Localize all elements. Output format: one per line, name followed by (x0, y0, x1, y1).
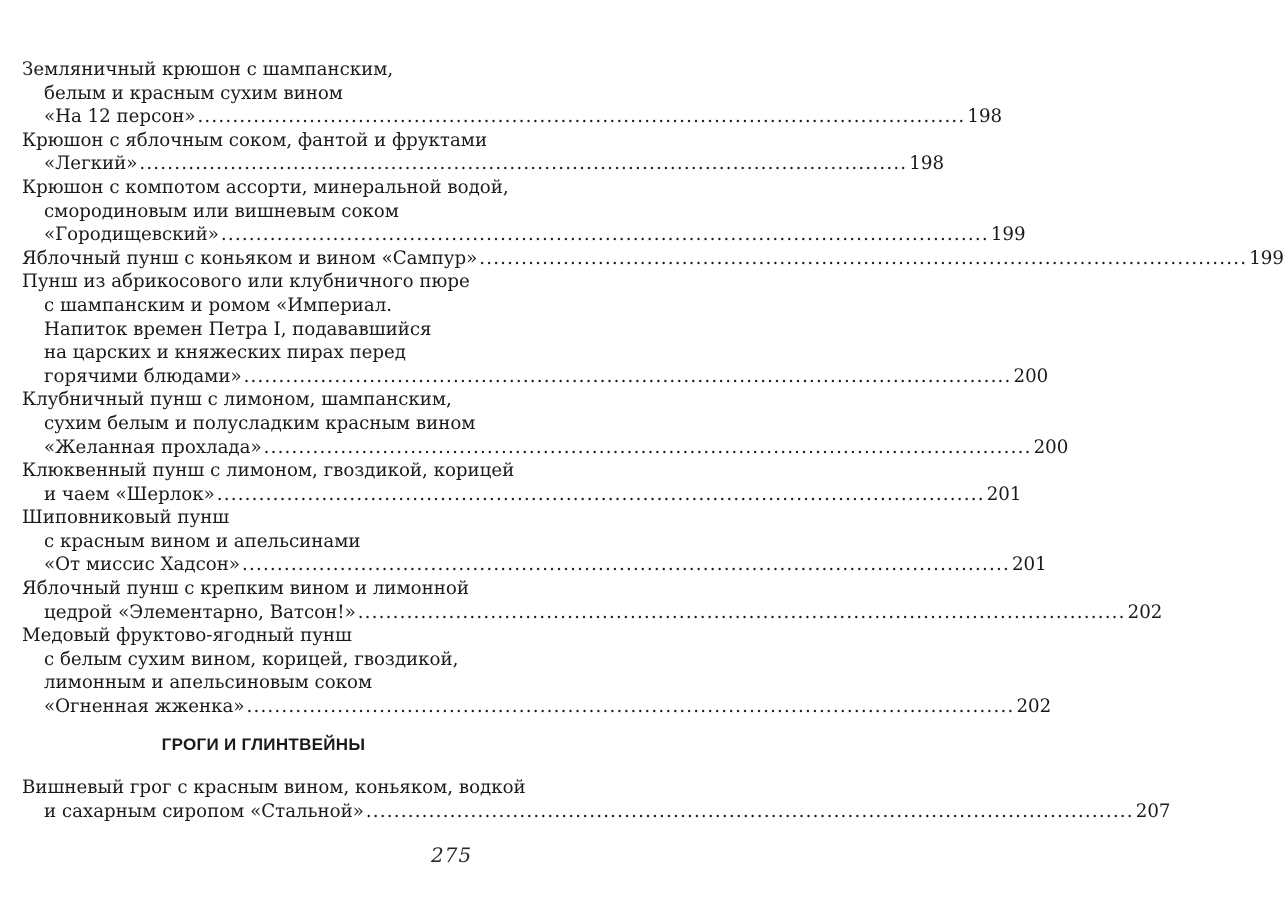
page-ref: 199 (990, 224, 1026, 246)
entry-title-end: «Городищевский» (44, 224, 219, 246)
entry-title-end: «На 12 персон» (44, 106, 196, 128)
entry-title-end: горячими блюдами» (44, 365, 242, 387)
entry-title-end: «Желанная прохлада» (44, 436, 262, 458)
dot-leader: .............................................................................................................. (216, 483, 985, 505)
entry-line: с шампанским и ромом «Империал. (44, 294, 393, 316)
page-ref: 201 (986, 483, 1022, 505)
entry-last-line (22, 247, 1284, 271)
entry-last-line (22, 223, 1026, 247)
dot-leader: .............................................................................................................. (242, 554, 1010, 576)
toc-entry (22, 270, 1049, 388)
dot-leader: .............................................................................................................. (357, 601, 1126, 623)
entry-line: белым и красным сухим вином (44, 82, 343, 104)
entry-title-end: Яблочный пунш с коньяком и вином «Сампур» (22, 247, 478, 269)
toc-entry (22, 129, 945, 176)
page-ref: 202 (1016, 696, 1052, 718)
page-number: 275 (431, 843, 473, 867)
section-heading: ГРОГИ И ГЛИНТВЕЙНЫ (161, 735, 366, 754)
entry-line: смородиновым или вишневым соком (44, 200, 399, 222)
dot-leader: .............................................................................................................. (263, 436, 1032, 458)
entry-line: лимонным и апельсиновым соком (44, 672, 373, 694)
page-ref: 200 (1033, 436, 1069, 458)
entry-line: Вишневый грог с красным вином, коньяком, водкой (22, 777, 526, 798)
toc-entries-section (22, 776, 1171, 823)
toc-entry (22, 459, 1022, 506)
entry-last-line (22, 483, 1022, 507)
toc-entry (22, 388, 1069, 459)
toc-entry (22, 176, 1026, 247)
page-ref: 198 (967, 106, 1003, 128)
dot-leader: .............................................................................................................. (246, 696, 1015, 718)
dot-leader: .............................................................................................................. (479, 247, 1248, 269)
entry-line: сухим белым и полусладким красным вином (44, 412, 476, 434)
toc-entry (22, 624, 1052, 718)
entry-line: с белым сухим вином, корицей, гвоздикой, (44, 648, 459, 670)
entry-line: на царских и княжеских пирах перед (44, 342, 406, 364)
entry-last-line (22, 553, 1047, 577)
entry-line: Шиповниковый пунш (22, 507, 230, 529)
dot-leader: .............................................................................................................. (139, 153, 908, 175)
toc-entry (22, 506, 1047, 577)
dot-leader: .............................................................................................................. (243, 365, 1012, 387)
entry-line: Яблочный пунш с крепким вином и лимонной (22, 578, 469, 600)
entry-last-line (22, 695, 1052, 719)
entry-line: Пунш из абрикосового или клубничного пюре (22, 271, 470, 293)
entry-title-end: и сахарным сиропом «Стальной» (44, 800, 364, 822)
entry-title-end: цедрой «Элементарно, Ватсон!» (44, 601, 356, 623)
entry-line: Земляничный крюшон с шампанским, (22, 59, 394, 80)
entry-title-end: «Огненная жженка» (44, 696, 245, 718)
dot-leader: .............................................................................................................. (220, 224, 989, 246)
entry-title-end: «От миссис Хадсон» (44, 554, 240, 576)
entry-line: с красным вином и апельсинами (44, 530, 361, 552)
entry-line: Напиток времен Петра I, подававшийся (44, 318, 432, 340)
entry-last-line (22, 105, 1003, 129)
entry-last-line (22, 800, 1171, 824)
entry-last-line (22, 601, 1163, 625)
toc-entry (22, 577, 1163, 624)
toc-entry (22, 247, 1284, 271)
page-ref: 201 (1011, 554, 1047, 576)
page-ref: 198 (909, 153, 945, 175)
entry-line: Клюквенный пунш с лимоном, гвоздикой, корицей (22, 460, 515, 482)
page-ref: 199 (1249, 247, 1284, 269)
entry-last-line (22, 365, 1049, 389)
toc-entries (22, 58, 1284, 719)
entry-title-end: и чаем «Шерлок» (44, 483, 215, 505)
toc-entry (22, 58, 1003, 129)
entry-last-line (22, 436, 1069, 460)
dot-leader: .............................................................................................................. (197, 106, 966, 128)
entry-line: Крюшон с яблочным соком, фантой и фруктами (22, 129, 488, 151)
dot-leader: .............................................................................................................. (365, 800, 1134, 822)
toc-entry (22, 776, 1171, 823)
entry-last-line (22, 152, 945, 176)
page-ref: 202 (1127, 601, 1163, 623)
page-ref: 207 (1135, 800, 1171, 822)
entry-line: Крюшон с компотом ассорти, минеральной водой, (22, 176, 509, 198)
entry-line: Клубничный пунш с лимоном, шампанским, (22, 389, 452, 411)
page-ref: 200 (1013, 365, 1049, 387)
entry-line: Медовый фруктово-ягодный пунш (22, 625, 352, 647)
entry-title-end: «Легкий» (44, 153, 138, 175)
